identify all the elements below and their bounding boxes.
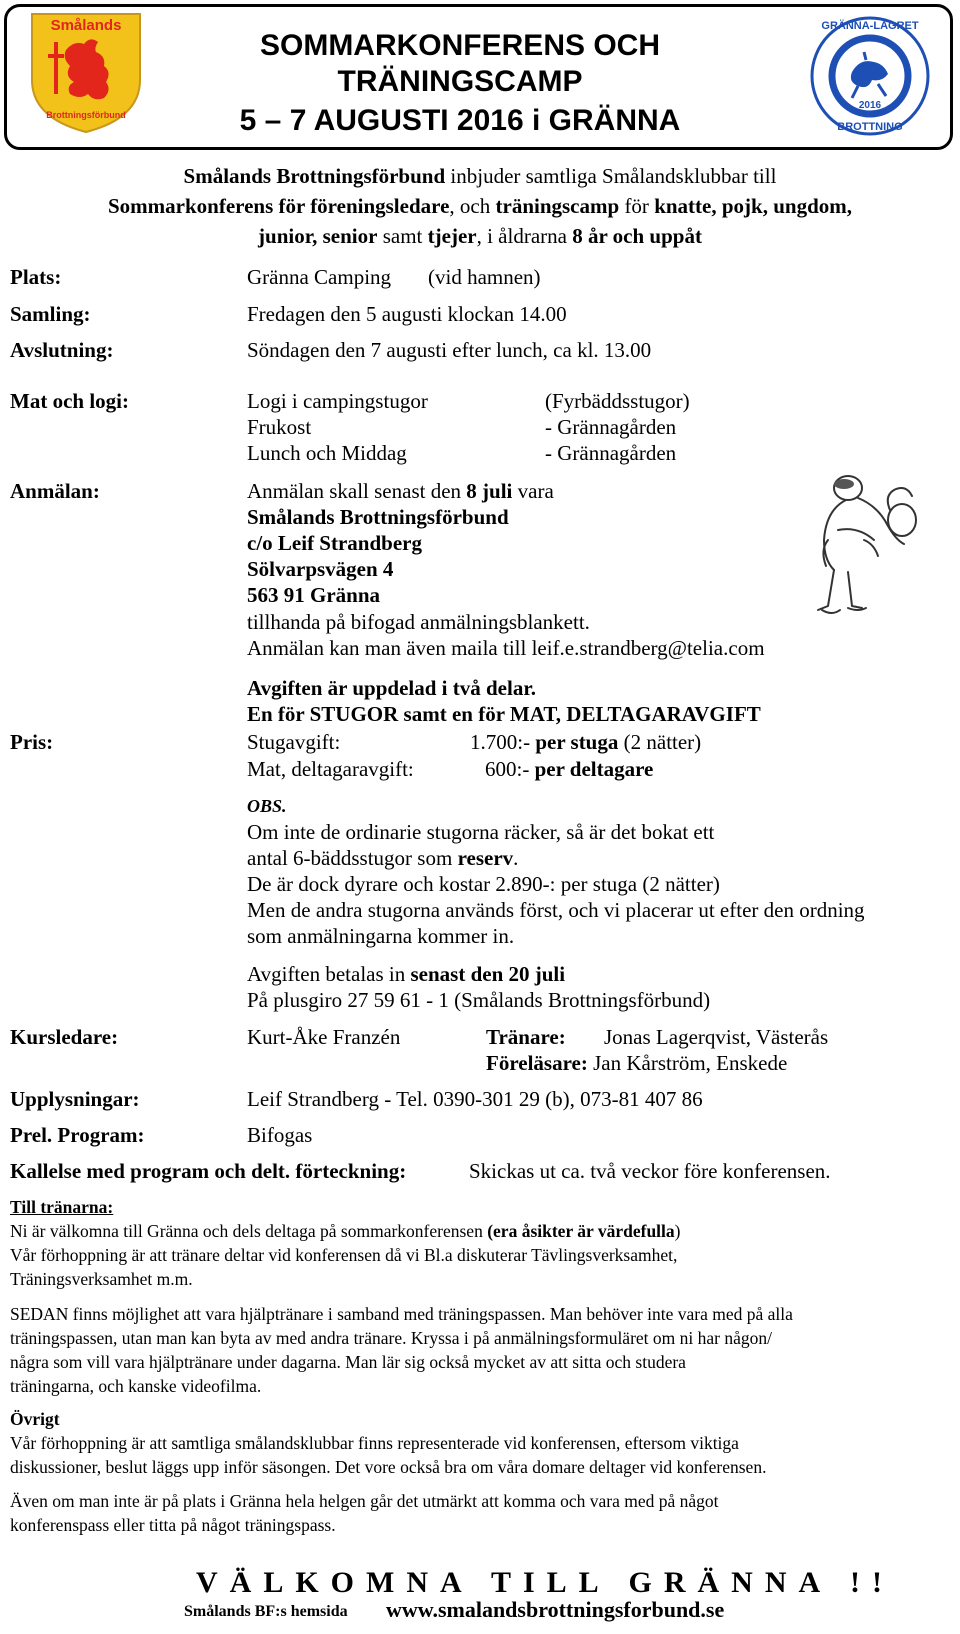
- betalning-line-1: Avgiften betalas in senast den 20 juli: [247, 962, 566, 986]
- tranare-value: Jonas Lagerqvist, Västerås: [604, 1025, 829, 1049]
- obs-label: OBS.: [247, 796, 287, 816]
- sedan-line-1: SEDAN finns möjlighet att vara hjälptränare i samband med träningspassen. Man behöver inte vara med på alla: [10, 1304, 793, 1324]
- kursledare-label: Kursledare:: [10, 1025, 119, 1049]
- logo-left-top-text: Smålands: [50, 17, 122, 34]
- granna-lagret-logo: [808, 14, 932, 138]
- betalning-line-2: På plusgiro 27 59 61 - 1 (Smålands Brottningsförbund): [247, 988, 711, 1012]
- ovrigt-heading: Övrigt: [10, 1409, 60, 1429]
- sedan-line-3: några som vill vara hjälptränare under dagarna. Man lär sig också mycket av att sitta och studera: [10, 1352, 686, 1372]
- plats-note: (vid hamnen): [428, 265, 541, 289]
- upplysningar-label: Upplysningar:: [10, 1087, 140, 1111]
- sedan-line-4: träningarna, och kanske videofilma.: [10, 1376, 262, 1396]
- tranarna-line-1: Ni är välkomna till Gränna och dels deltaga på sommarkonferensen (era åsikter är värdefulla): [10, 1221, 681, 1241]
- kallelse-label: Kallelse med program och delt. förteckning:: [10, 1159, 407, 1183]
- site-label: Smålands BF:s hemsida: [184, 1603, 348, 1620]
- intro-line-3: junior, senior samt tjejer, i åldrarna 8 år och uppåt: [258, 224, 702, 248]
- obs-line-5: som anmälningarna kommer in.: [247, 924, 515, 948]
- kallelse-value: Skickas ut ca. två veckor före konferensen.: [469, 1159, 831, 1183]
- mat-row-3-item: Lunch och Middag: [247, 441, 407, 465]
- aven-line-1: Även om man inte är på plats i Gränna hela helgen går det utmärkt att komma och vara med på något: [10, 1491, 719, 1511]
- mat-row-1-detail: (Fyrbäddsstugor): [545, 389, 690, 413]
- tranarna-line-3: Träningsverksamhet m.m.: [10, 1269, 193, 1289]
- avslutning-value: Söndagen den 7 augusti efter lunch, ca kl. 13.00: [247, 338, 652, 362]
- plats-value: Gränna Camping: [247, 265, 392, 289]
- welcome-banner: VÄLKOMNA TILL GRÄNNA !!: [196, 1566, 894, 1599]
- logo-right-top-text: GRÄNNA-LÄGRET: [821, 20, 919, 32]
- anmalan-address-2: c/o Leif Strandberg: [247, 531, 422, 555]
- samling-value: Fredagen den 5 augusti klockan 14.00: [247, 302, 567, 326]
- anmalan-line-6: tillhanda på bifogad anmälningsblankett.: [247, 610, 590, 634]
- intro-line-2: Sommarkonferens för föreningsledare, och träningscamp för knatte, pojk, ungdom,: [107, 194, 852, 218]
- deltagaravgift-value: 600:- per deltagare: [485, 757, 654, 781]
- ovrigt-line-1: Vår förhoppning är att samtliga smålandsklubbar finns representerade vid konferensen, eftersom viktiga: [10, 1433, 739, 1453]
- title-line-1: SOMMARKONFERENS OCH: [259, 29, 660, 62]
- avslutning-label: Avslutning:: [10, 338, 114, 362]
- stugavgift-value: 1.700:- per stuga (2 nätter): [470, 730, 702, 754]
- obs-line-4: Men de andra stugorna används först, och vi placerar ut efter den ordning: [247, 898, 865, 922]
- mat-row-2-item: Frukost: [247, 415, 312, 439]
- program-value: Bifogas: [247, 1123, 313, 1147]
- site-url-link[interactable]: www.smalandsbrottningsforbund.se: [386, 1597, 725, 1622]
- obs-line-2: antal 6-bäddsstugor som reserv.: [247, 846, 519, 870]
- upplysningar-value: Leif Strandberg - Tel. 0390-301 29 (b), 073-81 407 86: [247, 1087, 703, 1111]
- mat-row-3-detail: - Grännagården: [545, 441, 677, 465]
- pris-heading-1: Avgiften är uppdelad i två delar.: [247, 676, 536, 700]
- aven-line-2: konferenspass eller titta på något träningspass.: [10, 1515, 336, 1535]
- anmalan-line-7: Anmälan kan man även maila till leif.e.strandberg@telia.com: [247, 636, 765, 660]
- logo-right-year-text: 2016: [858, 100, 882, 111]
- pris-heading-2: En för STUGOR samt en för MAT, DELTAGARAVGIFT: [247, 702, 761, 726]
- intro-line-1: Smålands Brottningsförbund inbjuder samtliga Smålandsklubbar till: [183, 164, 777, 188]
- anmalan-line-1: Anmälan skall senast den 8 juli vara: [247, 479, 554, 503]
- tranarna-line-2: Vår förhoppning är att tränare deltar vid konferensen då vi Bl.a diskuterar Tävlingsverksamhet,: [10, 1245, 678, 1265]
- logo-right-bottom-text: BROTTNING: [837, 121, 903, 133]
- anmalan-address-4: 563 91 Gränna: [247, 583, 381, 607]
- kursledare-name: Kurt-Åke Franzén: [247, 1025, 401, 1049]
- deltagaravgift-label: Mat, deltagaravgift:: [247, 757, 414, 781]
- tranare-label: Tränare:: [486, 1025, 566, 1049]
- anmalan-address-1: Smålands Brottningsförbund: [247, 505, 509, 529]
- title-line-3: 5 – 7 AUGUSTI 2016 i GRÄNNA: [239, 104, 681, 137]
- mat-row-2-detail: - Grännagården: [545, 415, 677, 439]
- mat-row-1-item: Logi i campingstugor: [247, 389, 428, 413]
- anmalan-address-3: Sölvarpsvägen 4: [247, 557, 394, 581]
- logo-left-bottom-text: Brottningsförbund: [46, 110, 126, 120]
- pris-label: Pris:: [10, 730, 54, 754]
- smalands-bf-logo: [26, 10, 146, 134]
- tranarna-heading: Till tränarna:: [10, 1197, 114, 1217]
- mat-label: Mat och logi:: [10, 389, 129, 413]
- forelasare-line: Föreläsare: Jan Kårström, Enskede: [486, 1051, 788, 1075]
- program-label: Prel. Program:: [10, 1123, 145, 1147]
- obs-line-1: Om inte de ordinarie stugorna räcker, så är det bokat ett: [247, 820, 715, 844]
- samling-label: Samling:: [10, 302, 91, 326]
- wrestler-illustration: [808, 470, 928, 620]
- plats-label: Plats:: [10, 265, 62, 289]
- obs-line-3: De är dock dyrare och kostar 2.890-: per stuga (2 nätter): [247, 872, 720, 896]
- anmalan-label: Anmälan:: [10, 479, 100, 503]
- stugavgift-label: Stugavgift:: [247, 730, 341, 754]
- sedan-line-2: träningspassen, utan man kan byta av med andra tränare. Kryssa i på anmälningsformuläret om ni har någon/: [10, 1328, 772, 1348]
- ovrigt-line-2: diskussioner, beslut läggs upp inför säsongen. Det vore också bra om våra domare deltager vid konferensen.: [10, 1457, 767, 1477]
- title-line-2: TRÄNINGSCAMP: [337, 65, 583, 98]
